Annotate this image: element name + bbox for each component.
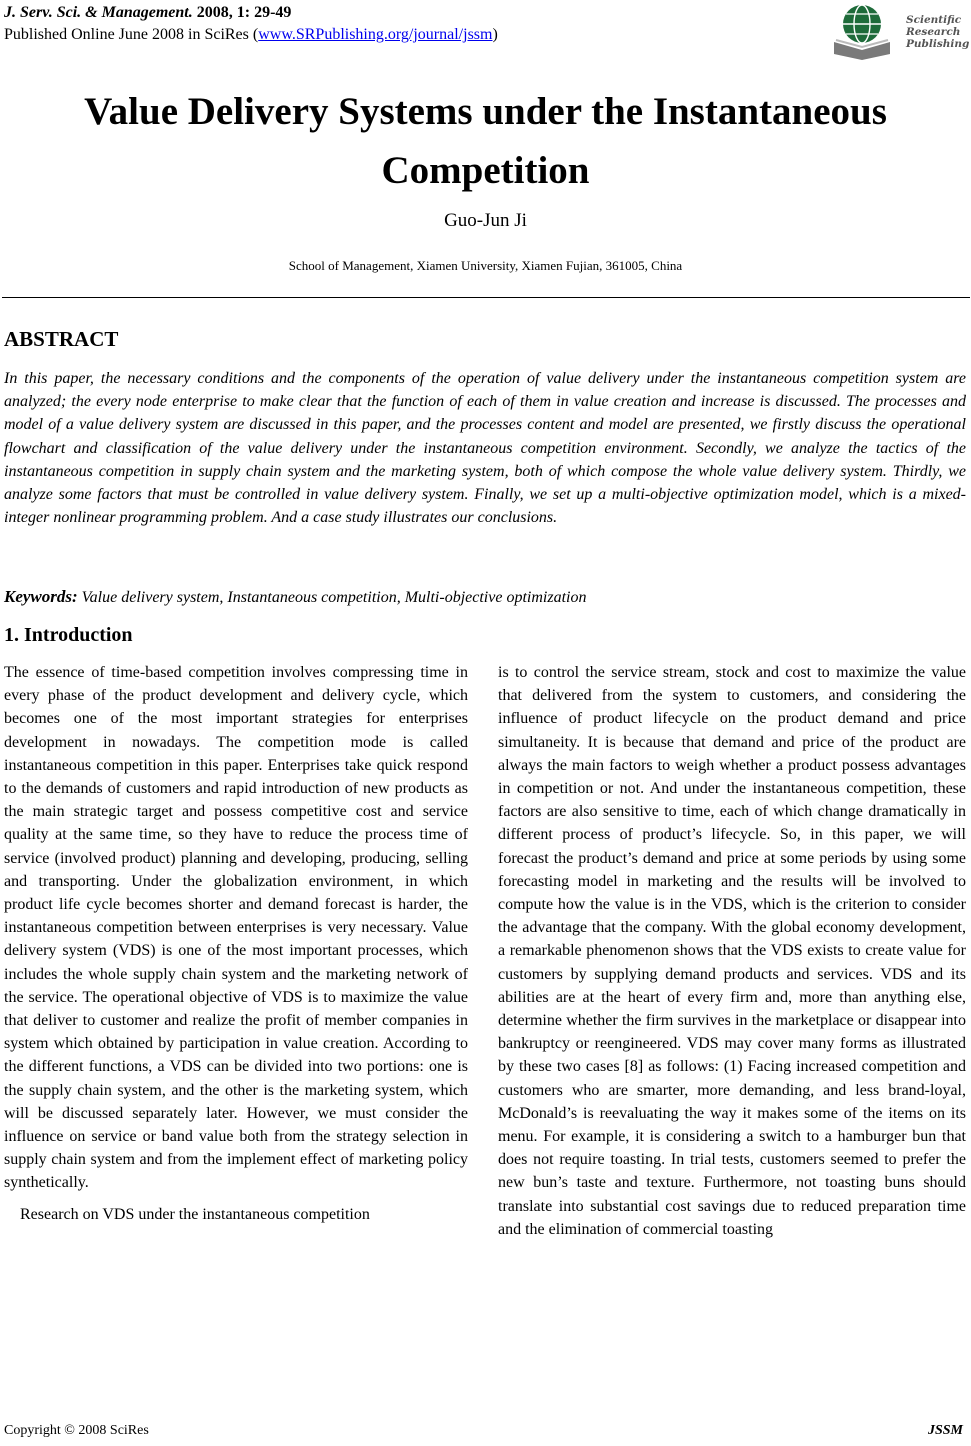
paper-title-line-2: Competition	[381, 149, 590, 192]
abstract-heading: ABSTRACT	[4, 327, 119, 351]
paragraph: Research on VDS under the instantaneous competition	[20, 1205, 370, 1223]
paper-affiliation: School of Management, Xiamen University, Xiamen Fujian, 361005, China	[288, 258, 683, 273]
footer-copyright: Copyright © 2008 SciRes	[4, 1423, 149, 1438]
published-line	[4, 24, 498, 46]
journal-volume: 2008, 1: 29-49	[196, 4, 292, 21]
section-heading-introduction: 1. Introduction	[4, 624, 133, 646]
body-column-right	[498, 661, 966, 1241]
published-suffix: )	[492, 26, 498, 43]
keywords-line	[4, 587, 586, 607]
journal-name: J. Serv. Sci. & Management.	[4, 4, 193, 21]
logo-line-research: Research	[906, 26, 961, 38]
logo-line-publishing: Publishing	[906, 38, 970, 50]
paper-author: Guo-Jun Ji	[444, 210, 527, 231]
paragraph: is to control the service stream, stock and cost to maximize the value that delivered from the system to customers, and considering the influence of product lifecycle on the product demand and price simultaneity. It is because that demand and price of the product are always the main factors to weigh whether a product possess advantages in competition or not. And under the instantaneous competition, these factors are also sensitive to time, each of which change dramatically in different process of product’s lifecycle. So, in this paper, we will forecast the product’s demand and price at some periods by using some forecasting model in marketing and the results will be involved to compute how the value is in the VDS, which is the criterion to consider the advantage that the company. With the global economy development, a remarkable phenomenon shows that the VDS exists to create value for customers by supplying demand products and services. VDS and its abilities are at the heart of every firm and, more than anything else, determine whether the firm survives in the marketplace or disappear into bankruptcy or reengineered. VDS may cover many forms as illustrated by these two cases [8] as follows: (1) Facing increased competition and customers who are smarter, more demanding, and less brand-loyal, McDonald’s is reevaluating the way it makes some of the items on its menu. For example, it is considering a switch to a hamburger bun that does not require toasting. In trial tests, customers seemed to prefer the new bun’s taste and texture. Furthermore, not toasting buns should translate into substantial cost savings due to reduced preparation time and the elimination of commercial toasting	[498, 664, 966, 1238]
keywords-label: Keywords:	[4, 587, 78, 606]
published-prefix: Published Online June 2008 in SciRes (	[4, 26, 259, 43]
header-divider	[2, 297, 970, 298]
publisher-logo-text	[906, 14, 969, 50]
footer-journal-abbr: JSSM	[927, 1423, 963, 1438]
publisher-logo	[832, 2, 968, 62]
globe-book-icon	[832, 2, 892, 60]
journal-url-link[interactable]: www.SRPublishing.org/journal/jssm	[258, 26, 493, 43]
logo-line-scientific: Scientific	[906, 14, 962, 26]
keywords-list: Value delivery system, Instantaneous competition, Multi-objective optimization	[81, 589, 587, 606]
paragraph: The essence of time-based competition involves compressing time in every phase of the product development and delivery cycle, which becomes one of the most important strategies for enterprises development in nowadays. The competition mode is called instantaneous competition in this paper. Enterprises take quick respond to the demands of customers and rapid introduction of new products as the main strategic target and possess competitive cost and service quality at the same time, so they have to reduce the process time of service (involved product) planning and developing, producing, selling and transporting. Under the globalization environment, in which product life cycle becomes shorter and demand forecast is harder, the instantaneous competition between enterprises is very necessary. Value delivery system (VDS) is one of the most important processes, which includes the whole supply chain system and the marketing network of the service. The operational objective of VDS is to maximize the value that deliver to customer and realize the profit of member companies in system which obtained by participation in value creation. According to the different functions, a VDS can be divided into two portions: one is the supply chain system, and the other is the marketing system, which will be discussed separately later. However, we must consider the influence on service or band value both from the strategy selection in supply chain system and from the implement effect of marketing policy synthetically.	[4, 664, 468, 1192]
paper-title-line-1: Value Delivery Systems under the Instantaneous	[84, 90, 887, 133]
body-column-left	[4, 661, 468, 1226]
paper-title	[0, 82, 971, 200]
abstract-text: In this paper, the necessary conditions and the components of the operation of value delivery under the instantaneous competition system are analyzed; the every node enterprise to make clear that the function of each of them in value creation and increase is discussed. The processes and model of a value delivery system are discussed in this paper, and the processes content and model are presented, we firstly discuss the operational flowchart and classification of the value delivery under the instantaneous competition environment. Secondly, we analyze the tactics of the instantaneous competition in supply chain system and the marketing system, both of which compose the whole value delivery system. Thirdly, we analyze some factors that must be controlled in value delivery system. Finally, we set up a multi-objective optimization model, which is a mixed-integer nonlinear programming problem. And a case study illustrates our conclusions.	[4, 370, 966, 527]
journal-header	[4, 2, 498, 46]
journal-citation	[4, 2, 498, 24]
